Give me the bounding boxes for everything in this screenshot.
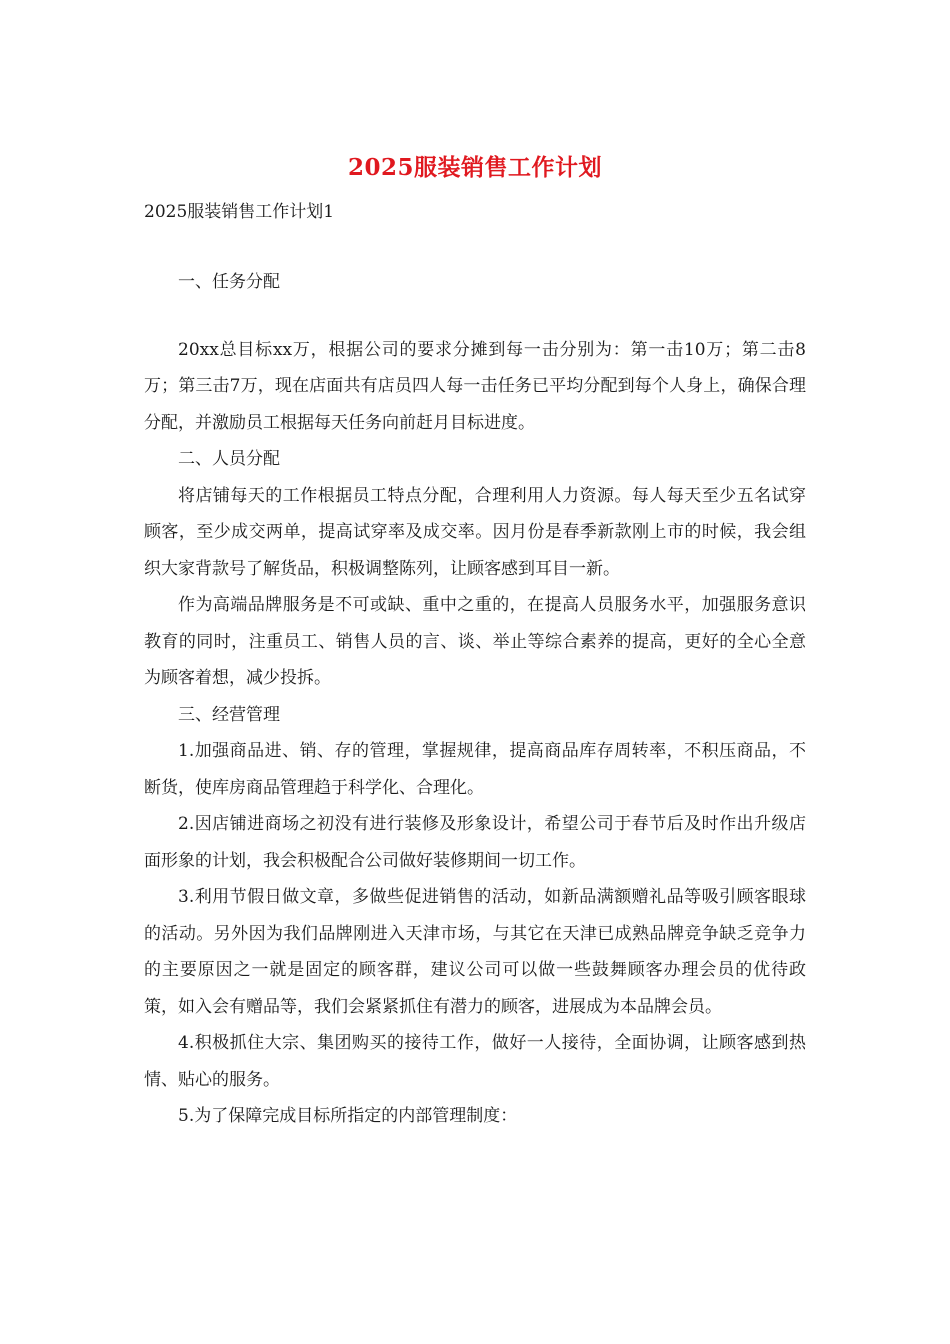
section-heading-staff-allocation: 二、人员分配 [178,449,280,469]
document-title: 2025服装销售工作计划 [347,154,602,181]
paragraph-operations-5: 5.为了保障完成目标所指定的内部管理制度： [178,1106,518,1126]
section-heading-task-allocation: 一、任务分配 [178,272,280,292]
paragraph-service-quality: 作为高端品牌服务是不可或缺、重中之重的，在提高人员服务水平，加强服务意识教育的同时，注重员工、销售人员的言、谈、举止等综合素养的提高，更好的全心全意为顾客着想，减少投拆。 [144,595,806,688]
paragraph-staff-allocation: 将店铺每天的工作根据员工特点分配，合理利用人力资源。每人每天至少五名试穿顾客，至少成交两单，提高试穿率及成交率。因月份是春季新款刚上市的时候，我会组织大家背款号了解货品，积极调整陈列，让顾客感到耳目一新。 [144,485,806,579]
paragraph-operations-1: 1.加强商品进、销、存的管理，掌握规律，提高商品库存周转率，不积压商品，不断货，使库房商品管理趋于科学化、合理化。 [144,741,806,798]
document-subtitle: 2025服装销售工作计划1 [144,202,335,222]
document-body [144,264,806,1135]
paragraph-operations-3: 3.利用节假日做文章，多做些促进销售的活动，如新品满额赠礼品等吸引顾客眼球的活动。另外因为我们品牌刚进入天津市场，与其它在天津已成熟品牌竞争缺乏竞争力的主要原因之一就是固定的顾客群，建议公司可以做一些鼓舞顾客办理会员的优待政策，如入会有赠品等，我们会紧紧抓住有潜力的顾客，进展成为本品牌会员。 [144,887,806,1017]
section-heading-operations: 三、经营管理 [178,704,280,725]
paragraph-task-targets: 20xx总目标xx万，根据公司的要求分摊到每一击分别为：第一击10万；第二击8万；第三击7万，现在店面共有店员四人每一击任务已平均分配到每个人身上，确保合理分配，并激励员工根据每天任务向前赶月目标进度。 [144,339,806,433]
paragraph-operations-2: 2.因店铺进商场之初没有进行装修及形象设计，希望公司于春节后及时作出升级店面形象的计划，我会积极配合公司做好装修期间一切工作。 [144,814,806,871]
paragraph-operations-4: 4.积极抓住大宗、集团购买的接待工作，做好一人接待，全面协调，让顾客感到热情、贴心的服务。 [144,1033,806,1090]
